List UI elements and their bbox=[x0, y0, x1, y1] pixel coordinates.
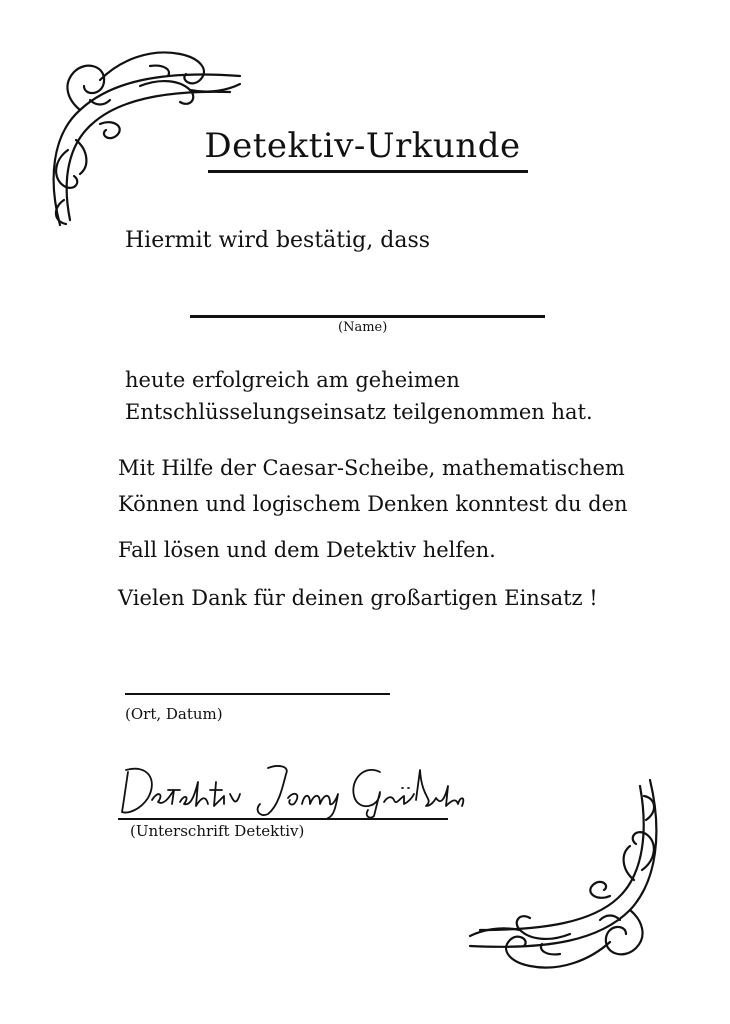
paragraph-line: Fall lösen und dem Detektiv helfen. bbox=[118, 538, 496, 562]
paragraph-line: Können und logischem Denken konntest du den bbox=[118, 492, 628, 516]
corner-flourish-bottom-right-icon bbox=[460, 770, 670, 980]
intro-text: Hiermit wird bestätig, dass bbox=[125, 228, 431, 253]
paragraph-line: Mit Hilfe der Caesar-Scheibe, mathematischem bbox=[118, 456, 625, 480]
place-date-line bbox=[125, 693, 390, 695]
name-caption: (Name) bbox=[338, 320, 388, 335]
place-date-caption: (Ort, Datum) bbox=[125, 705, 223, 723]
signature-caption: (Unterschrift Detektiv) bbox=[130, 822, 305, 840]
paragraph-line: heute erfolgreich am geheimen bbox=[125, 368, 460, 392]
title-underline bbox=[208, 170, 528, 173]
name-line bbox=[190, 315, 545, 318]
paragraph-line: Entschlüsselungseinsatz teilgenommen hat. bbox=[125, 400, 593, 424]
signature-line bbox=[118, 818, 448, 820]
paragraph-line: Vielen Dank für deinen großartigen Einsatz ! bbox=[118, 586, 598, 610]
certificate-title: Detektiv-Urkunde bbox=[204, 126, 521, 166]
signature-image bbox=[118, 760, 468, 820]
